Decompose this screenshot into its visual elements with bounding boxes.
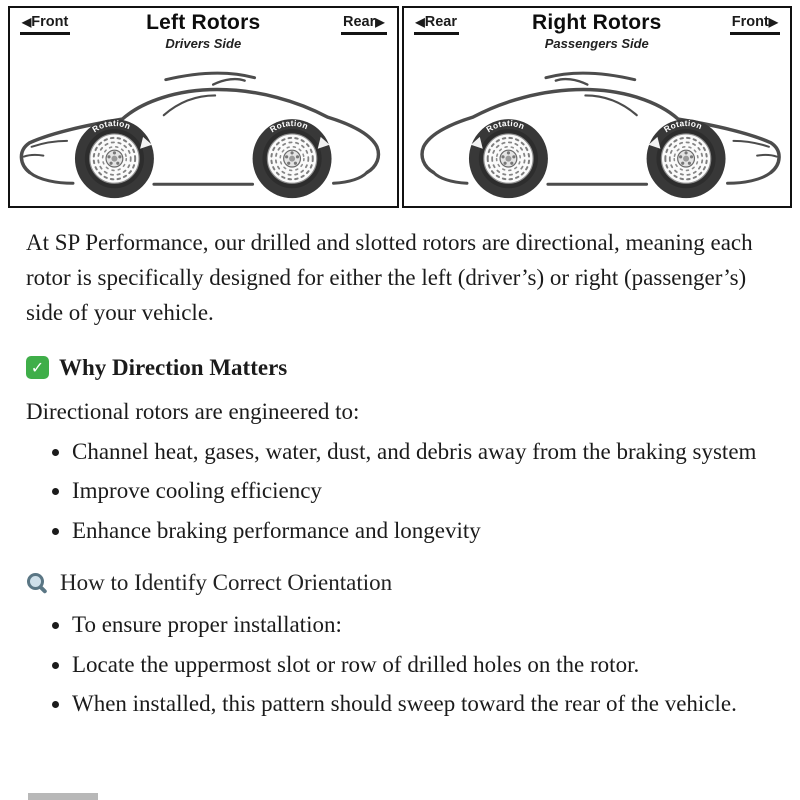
left-rotors-panel	[8, 6, 399, 208]
rotor-diagram	[0, 0, 800, 208]
magnifier-icon	[26, 572, 49, 595]
heading-text: How to Identify Correct Orientation	[60, 570, 393, 596]
list-item: • Improve cooling efficiency	[72, 474, 774, 509]
arrow-right-icon: ▶	[768, 15, 778, 29]
panel-subtitle: Drivers Side	[165, 36, 242, 51]
direction-text: Rear	[343, 14, 376, 30]
article-body	[0, 226, 800, 722]
car-illustration-right-wrap	[404, 54, 791, 204]
why-direction-list	[26, 435, 774, 549]
car-illustration-left-wrap	[10, 54, 397, 204]
car-body	[21, 73, 378, 198]
next-section-edge	[28, 793, 98, 800]
right-rotors-panel	[402, 6, 793, 208]
identify-orientation-list	[26, 608, 774, 722]
car-illustration-right	[404, 54, 791, 204]
list-item: • Enhance braking performance and longevity	[72, 514, 774, 549]
magnifier-handle	[38, 585, 47, 594]
list-item: • When installed, this pattern should sweep toward the rear of the vehicle.	[72, 687, 774, 722]
engineered-lead: Directional rotors are engineered to:	[26, 398, 360, 424]
list-item: • To ensure proper installation:	[72, 608, 774, 643]
check-mark-icon: ✓	[26, 356, 49, 379]
list-item: • Channel heat, gases, water, dust, and debris away from the braking system	[72, 435, 774, 470]
left-panel-header	[10, 8, 397, 51]
heading-text: Why Direction Matters	[59, 354, 288, 380]
right-panel-header	[404, 8, 791, 51]
rotation-label: Rotation	[267, 117, 310, 135]
identify-orientation-heading	[26, 570, 774, 596]
rotation-label: Rotation	[661, 117, 704, 135]
rear-direction-label	[341, 14, 386, 35]
arrow-left-icon: ◀	[22, 15, 32, 29]
car-illustration-left	[10, 54, 397, 204]
front-direction-label	[730, 14, 780, 35]
panel-title: Left Rotors	[146, 11, 261, 34]
direction-text: Rear	[424, 14, 457, 30]
direction-text: Front	[731, 14, 769, 30]
list-item: • Locate the uppermost slot or row of drilled holes on the rotor.	[72, 648, 774, 683]
car-body-mirrored	[422, 73, 779, 198]
rotation-label: Rotation	[483, 117, 526, 135]
panel-title: Right Rotors	[531, 11, 662, 34]
direction-text: Front	[31, 14, 69, 30]
front-direction-label	[20, 14, 70, 35]
rear-direction-label	[414, 14, 459, 35]
arrow-left-icon: ◀	[415, 15, 425, 29]
rotation-label: Rotation	[90, 117, 133, 135]
arrow-right-icon: ▶	[375, 15, 385, 29]
panel-subtitle: Passengers Side	[544, 36, 649, 51]
intro-paragraph: At SP Performance, our drilled and slotted rotors are directional, meaning each rotor is specifically designed for either the left (driver’s) or right (passenger’s) side of your vehicle.	[26, 230, 753, 325]
why-direction-heading	[26, 355, 774, 381]
